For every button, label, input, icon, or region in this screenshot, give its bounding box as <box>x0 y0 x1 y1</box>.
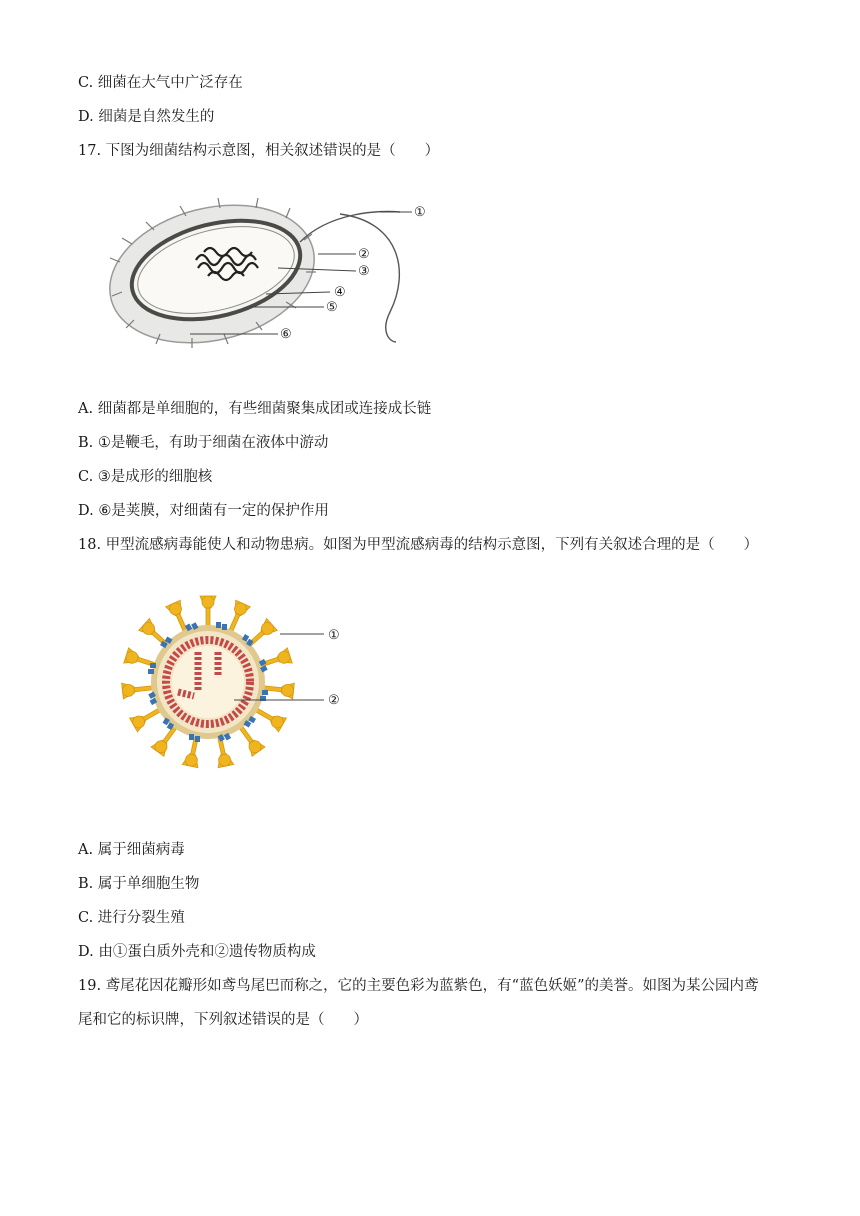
label-6: ⑥ <box>280 327 292 342</box>
q17-option-d: D. ⑥是荚膜，对细菌有一定的保护作用 <box>78 503 329 519</box>
option-d-prev: D. 细菌是自然发生的 <box>78 109 215 125</box>
question-19-stem-line1: 19. 鸢尾花因花瓣形如鸢鸟尾巴而称之，它的主要色彩为蓝紫色，有“蓝色妖姬”的美誉。如图为某公园内鸢 <box>78 978 759 994</box>
option-c-prev: C. 细菌在大气中广泛存在 <box>78 75 243 91</box>
q17-option-c: C. ③是成形的细胞核 <box>78 469 213 485</box>
q17-option-b: B. ①是鞭毛，有助于细菌在液体中游动 <box>78 435 329 451</box>
q18-option-a: A. 属于细菌病毒 <box>78 842 185 858</box>
q18-option-d: D. 由①蛋白质外壳和②遗传物质构成 <box>78 944 316 960</box>
influenza-virus-diagram <box>110 584 360 784</box>
virus-label-2: ② <box>328 693 340 708</box>
label-4: ④ <box>334 285 346 300</box>
q18-option-b: B. 属于单细胞生物 <box>78 876 200 892</box>
label-2: ② <box>358 247 370 262</box>
bacteria-structure-diagram <box>100 192 440 352</box>
q18-option-c: C. 进行分裂生殖 <box>78 910 185 926</box>
virus-label-1: ① <box>328 628 340 643</box>
label-5: ⑤ <box>326 300 338 315</box>
q17-option-a: A. 细菌都是单细胞的，有些细菌聚集成团或连接成长链 <box>78 401 432 417</box>
question-17-stem: 17. 下图为细菌结构示意图，相关叙述错误的是（ ） <box>78 143 440 159</box>
question-18-stem: 18. 甲型流感病毒能使人和动物患病。如图为甲型流感病毒的结构示意图，下列有关叙述合理的是（ ） <box>78 537 759 553</box>
label-1: ① <box>414 205 426 220</box>
question-19-stem-line2: 尾和它的标识牌，下列叙述错误的是（ ） <box>78 1012 368 1028</box>
label-3: ③ <box>358 264 370 279</box>
